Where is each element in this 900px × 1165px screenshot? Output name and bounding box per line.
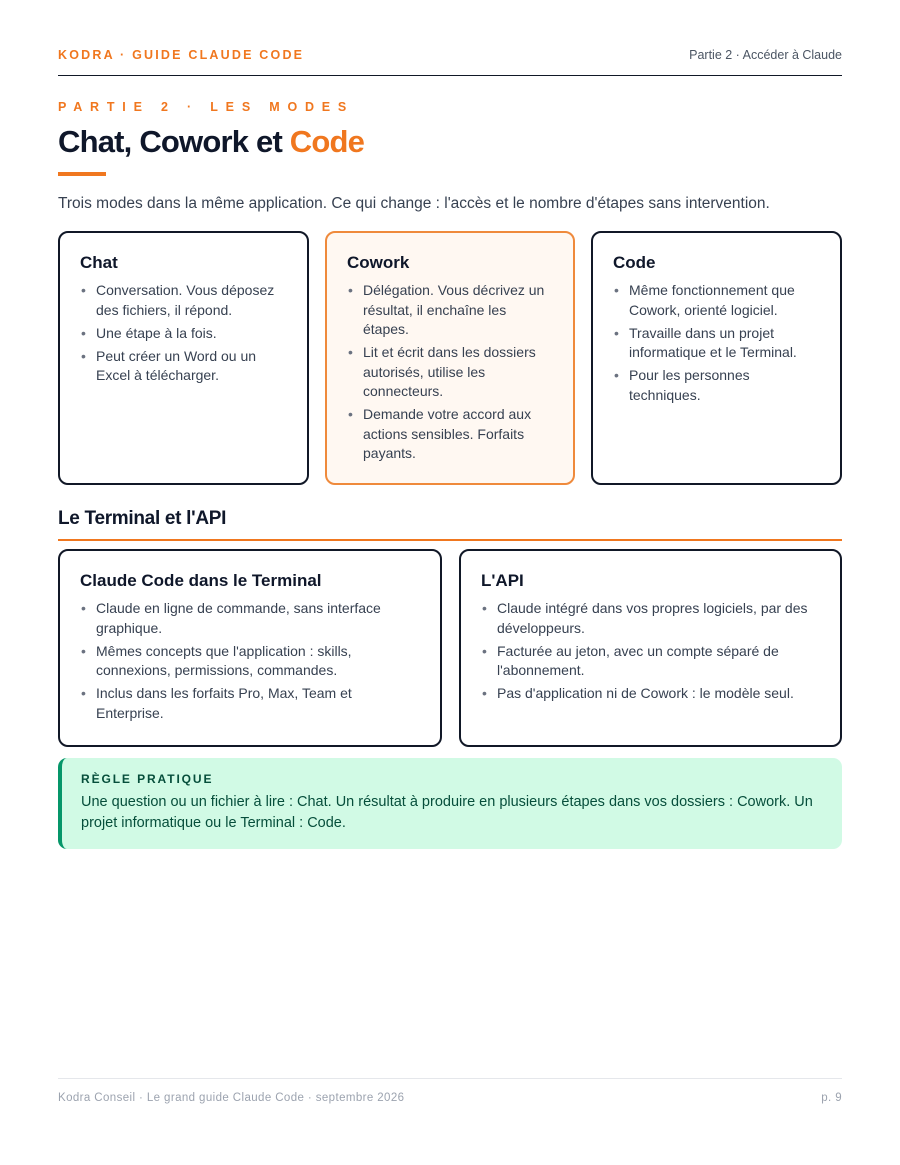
list-item: • Pas d'application ni de Cowork : le modèle seul. <box>481 684 820 704</box>
list-item: • Peut créer un Word ou un Excel à télécharger. <box>80 347 287 386</box>
mode-card-chat <box>58 231 309 485</box>
list-item: • Inclus dans les forfaits Pro, Max, Team et Enterprise. <box>80 684 420 723</box>
practical-rule-callout <box>58 758 842 849</box>
section-kicker: PARTIE 2 · LES MODES <box>58 100 355 114</box>
tool-card-list <box>80 599 420 723</box>
list-item: • Lit et écrit dans les dossiers autorisés, utilise les connecteurs. <box>347 343 553 402</box>
section-reference: Partie 2 · Accéder à Claude <box>689 48 842 62</box>
running-header <box>58 48 842 76</box>
callout-label: RÈGLE PRATIQUE <box>81 772 214 786</box>
page-title <box>58 124 364 160</box>
brand-label: KODRA · GUIDE CLAUDE CODE <box>58 48 305 62</box>
mode-card-list <box>613 281 820 405</box>
tool-card-api <box>459 549 842 747</box>
mode-card-title: Chat <box>80 253 118 272</box>
list-item: • Claude intégré dans vos propres logiciels, par des développeurs. <box>481 599 820 638</box>
tool-card-terminal <box>58 549 442 747</box>
mode-card-title: Cowork <box>347 253 410 272</box>
list-item: • Une étape à la fois. <box>80 324 287 344</box>
page-number: p. 9 <box>821 1092 842 1104</box>
list-item: • Facturée au jeton, avec un compte séparé de l'abonnement. <box>481 642 820 681</box>
title-underline <box>58 172 106 176</box>
callout-text: Une question ou un fichier à lire : Chat. Un résultat à produire en plusieurs étapes dans vos dossiers : Cowork. Un projet informatique ou le Terminal : Code. <box>81 794 813 831</box>
mode-card-list <box>80 281 287 386</box>
document-page <box>58 0 842 1165</box>
mode-card-cowork <box>325 231 575 485</box>
list-item: • Travaille dans un projet informatique et le Terminal. <box>613 324 820 363</box>
mode-card-title: Code <box>613 253 656 272</box>
list-item: • Même fonctionnement que Cowork, orienté logiciel. <box>613 281 820 320</box>
list-item: • Pour les personnes techniques. <box>613 366 820 405</box>
list-item: • Demande votre accord aux actions sensibles. Forfaits payants. <box>347 405 553 464</box>
intro-paragraph: Trois modes dans la même application. Ce qui change : l'accès et le nombre d'étapes sans intervention. <box>58 195 770 212</box>
tool-card-title: Claude Code dans le Terminal <box>80 571 322 590</box>
list-item: • Conversation. Vous déposez des fichiers, il répond. <box>80 281 287 320</box>
section-subheading: Le Terminal et l'API <box>58 508 842 541</box>
page-title-accent: Code <box>289 124 365 159</box>
mode-card-code <box>591 231 842 485</box>
tool-card-list <box>481 599 820 704</box>
page-footer <box>58 1078 842 1112</box>
page-title-main: Chat, Cowork et <box>58 124 290 159</box>
mode-card-list <box>347 281 553 464</box>
list-item: • Claude en ligne de commande, sans interface graphique. <box>80 599 420 638</box>
tool-card-title: L'API <box>481 571 524 590</box>
list-item: • Mêmes concepts que l'application : skills, connexions, permissions, commandes. <box>80 642 420 681</box>
list-item: • Délégation. Vous décrivez un résultat, il enchaîne les étapes. <box>347 281 553 340</box>
footer-credit: Kodra Conseil · Le grand guide Claude Code · septembre 2026 <box>58 1092 405 1104</box>
